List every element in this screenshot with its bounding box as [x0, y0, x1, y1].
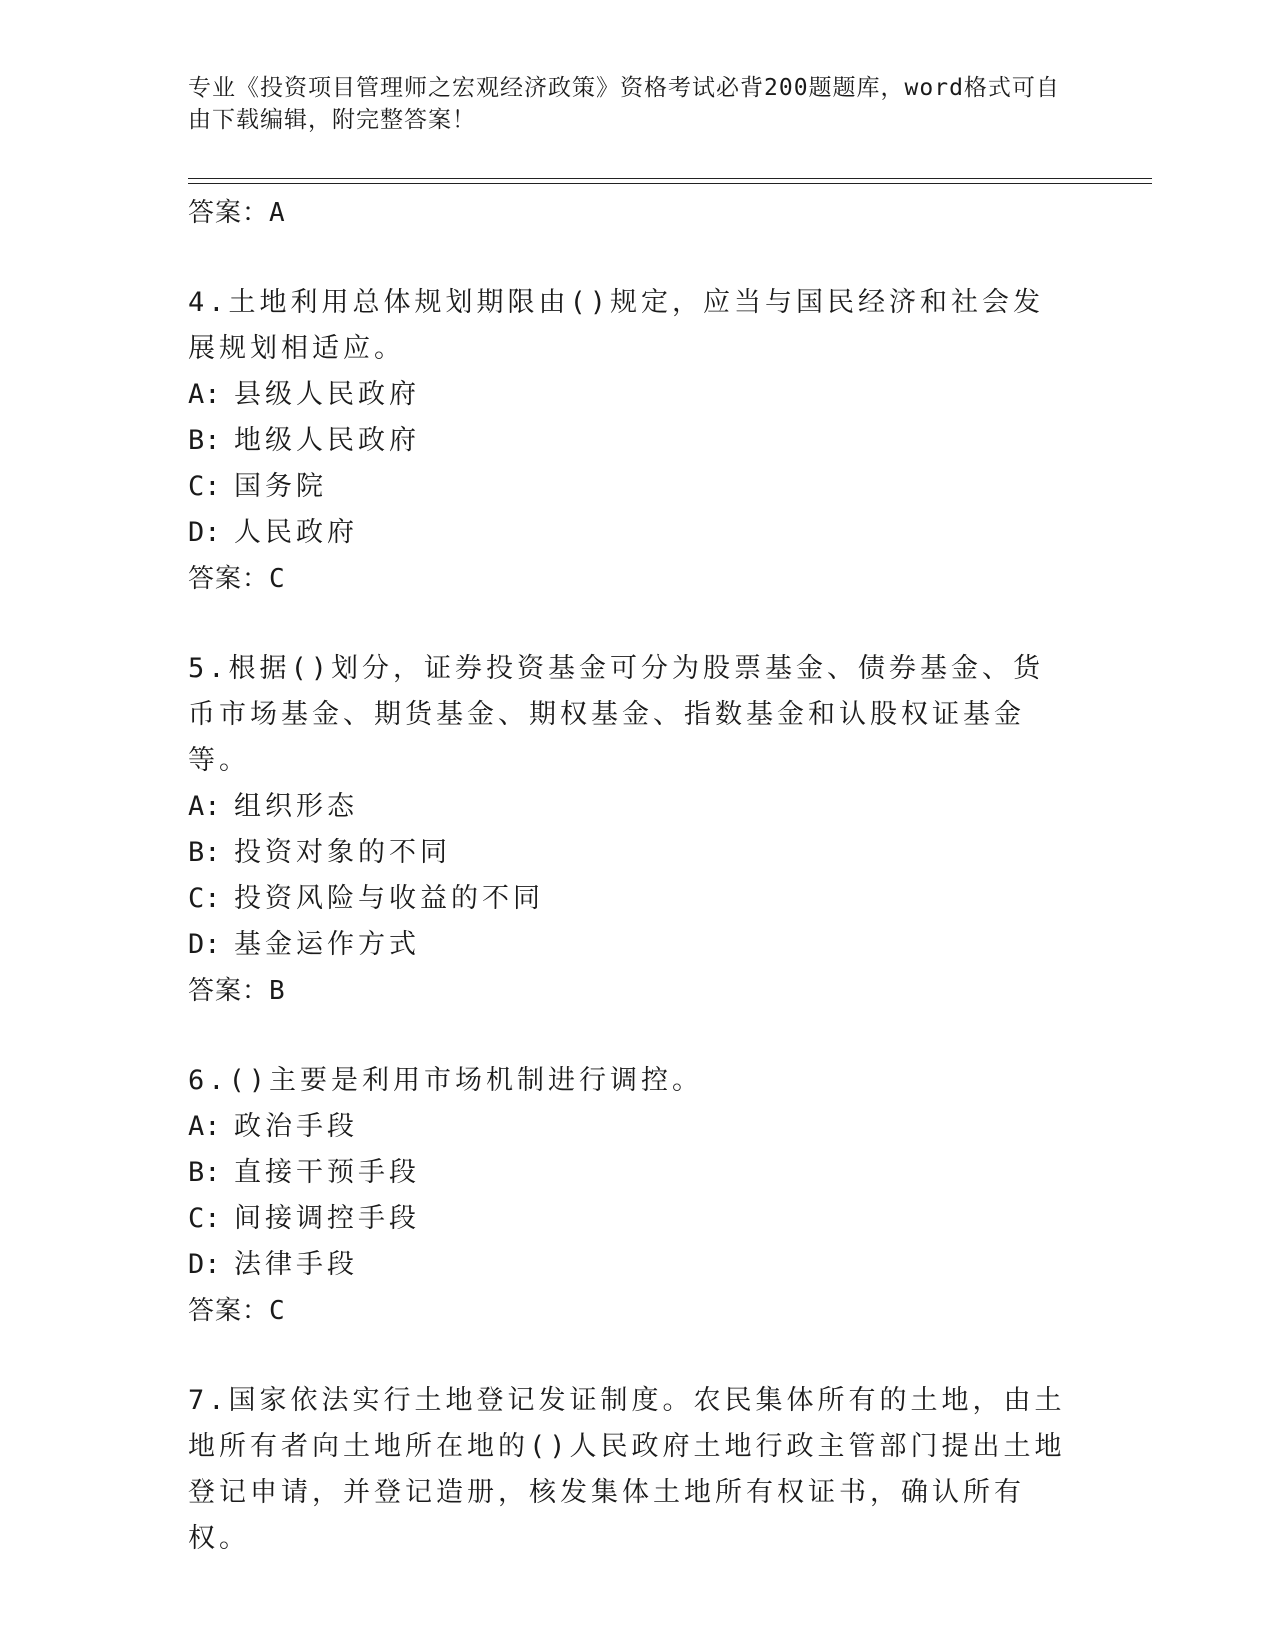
answer-value: A: [269, 198, 286, 228]
option-d: [188, 1242, 1068, 1288]
answer-line: [188, 556, 1068, 602]
option-a: [188, 784, 1068, 830]
header-divider-top: [188, 178, 1152, 179]
option-text: 间接调控手段: [234, 1203, 420, 1234]
question-text: 6.()主要是利用市场机制进行调控。: [188, 1065, 704, 1096]
option-d: [188, 510, 1068, 556]
answer-line-q3: [188, 190, 1068, 236]
option-letter: D:: [188, 929, 221, 960]
header-text: 专业《投资项目管理师之宏观经济政策》资格考试必背200题题库，word格式可自由下载编辑，附完整答案！: [188, 75, 1060, 133]
question-7: [188, 1378, 1068, 1562]
answer-label: 答案：: [188, 198, 270, 228]
option-letter: B:: [188, 837, 221, 868]
option-text: 县级人民政府: [234, 379, 420, 410]
question-6: [188, 1058, 1068, 1334]
option-letter: C:: [188, 1203, 221, 1234]
option-b: [188, 418, 1068, 464]
option-letter: C:: [188, 471, 221, 502]
option-text: 直接干预手段: [234, 1157, 420, 1188]
option-a: [188, 372, 1068, 418]
option-b: [188, 1150, 1068, 1196]
option-text: 政治手段: [234, 1111, 358, 1142]
answer-value: C: [269, 564, 286, 594]
question-4: [188, 280, 1068, 602]
header-divider-bottom: [188, 183, 1152, 184]
answer-value: B: [269, 976, 286, 1006]
option-text: 基金运作方式: [234, 929, 420, 960]
question-text: 4.土地利用总体规划期限由()规定，应当与国民经济和社会发展规划相适应。: [188, 287, 1045, 364]
answer-line: [188, 968, 1068, 1014]
option-text: 国务院: [234, 471, 327, 502]
option-letter: A:: [188, 791, 221, 822]
option-a: [188, 1104, 1068, 1150]
option-text: 组织形态: [234, 791, 358, 822]
option-letter: B:: [188, 1157, 221, 1188]
option-c: [188, 1196, 1068, 1242]
answer-label: 答案：: [188, 564, 270, 594]
option-letter: A:: [188, 1111, 221, 1142]
question-text: 7.国家依法实行土地登记发证制度。农民集体所有的土地，由土地所有者向土地所在地的()人民政府土地行政主管部门提出土地登记申请，并登记造册，核发集体土地所有权证书，确认所有权。: [188, 1385, 1066, 1554]
option-d: [188, 922, 1068, 968]
answer-value: C: [269, 1296, 286, 1326]
question-5: [188, 646, 1068, 1014]
answer-label: 答案：: [188, 1296, 270, 1326]
option-b: [188, 830, 1068, 876]
answer-line: [188, 1288, 1068, 1334]
option-c: [188, 876, 1068, 922]
option-letter: A:: [188, 379, 221, 410]
option-letter: B:: [188, 425, 221, 456]
answer-label: 答案：: [188, 976, 270, 1006]
option-text: 地级人民政府: [234, 425, 420, 456]
option-c: [188, 464, 1068, 510]
option-text: 投资对象的不同: [234, 837, 451, 868]
question-text: 5.根据()划分，证券投资基金可分为股票基金、债券基金、货币市场基金、期货基金、期权基金、指数基金和认股权证基金等。: [188, 653, 1045, 776]
question-list: [188, 190, 1068, 1562]
option-text: 投资风险与收益的不同: [234, 883, 544, 914]
option-letter: C:: [188, 883, 221, 914]
document-header: [188, 72, 1068, 136]
option-text: 法律手段: [234, 1249, 358, 1280]
option-letter: D:: [188, 1249, 221, 1280]
option-text: 人民政府: [234, 517, 358, 548]
option-letter: D:: [188, 517, 221, 548]
